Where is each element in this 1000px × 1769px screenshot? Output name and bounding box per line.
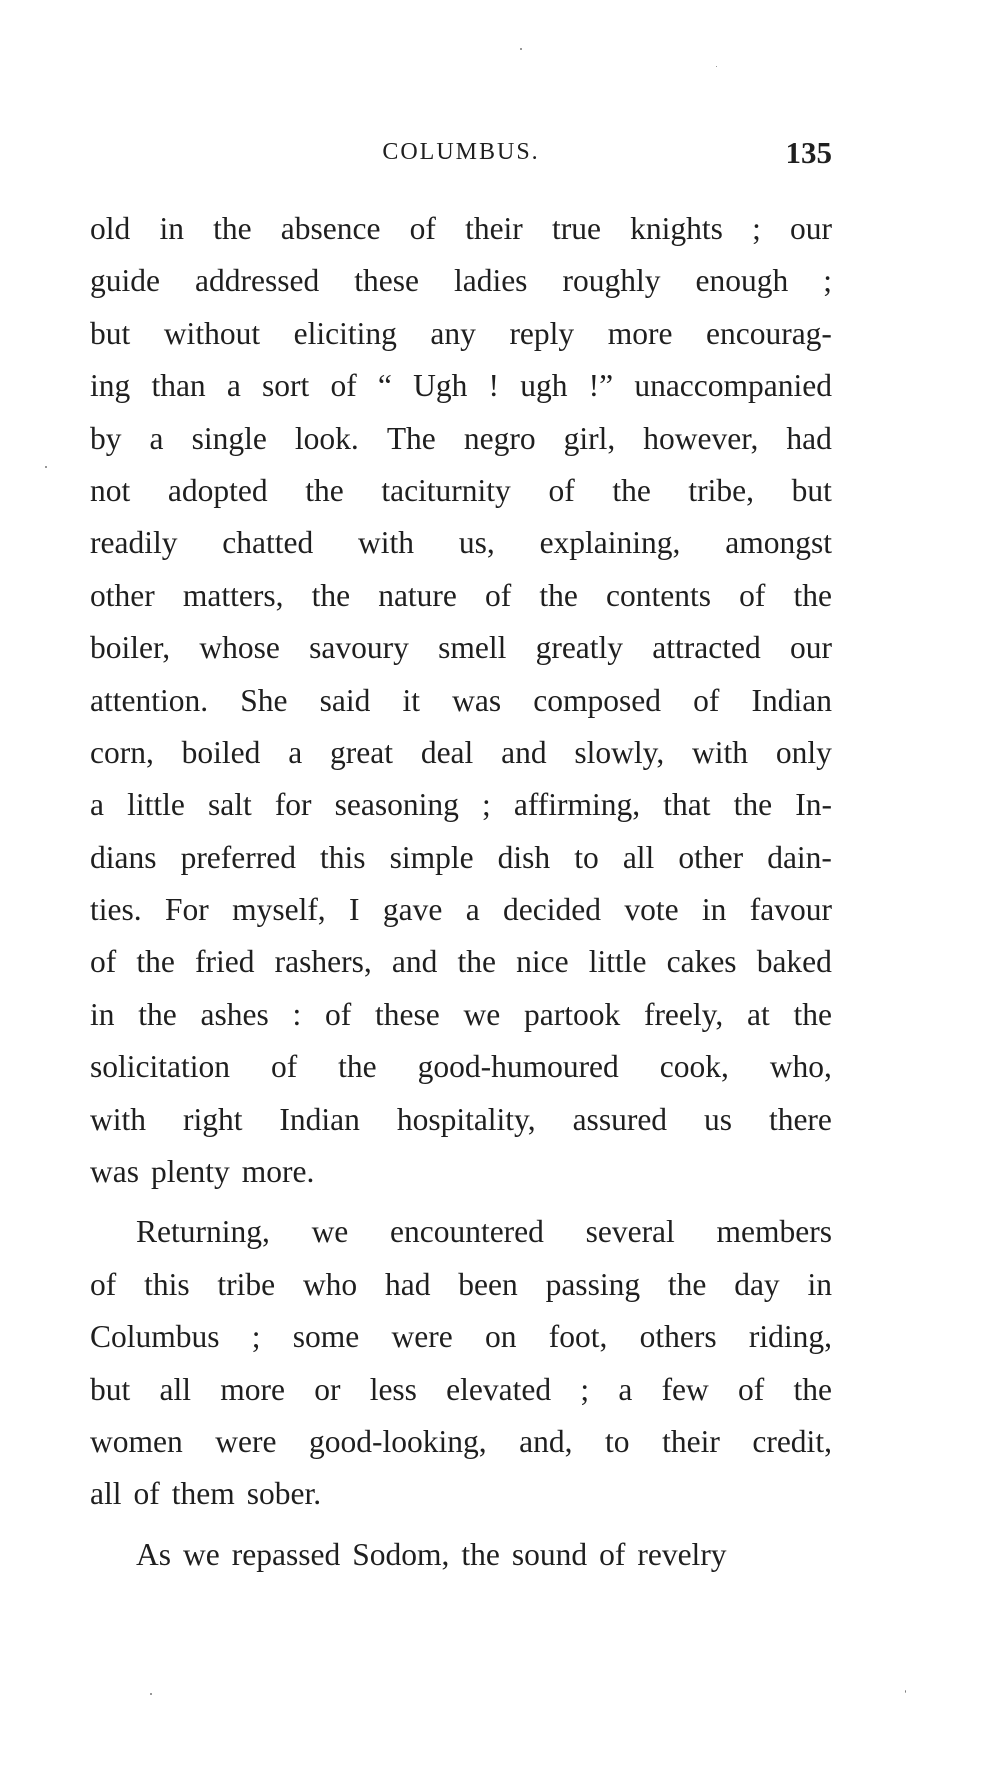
text-line: women were good-looking, and, to their credit, <box>90 1423 832 1459</box>
scan-speck <box>716 66 717 67</box>
scan-speck <box>520 48 522 50</box>
text-line: was plenty more. <box>90 1154 315 1190</box>
text-line: solicitation of the good-humoured cook, who, <box>90 1049 832 1085</box>
text-line: but without eliciting any reply more encourag- <box>90 315 832 351</box>
text-line: by a single look. The negro girl, however, had <box>90 420 832 456</box>
paragraph <box>90 1529 832 1581</box>
scan-speck <box>150 1693 152 1695</box>
text-line: dians preferred this simple dish to all other dain- <box>90 839 832 875</box>
text-line: As we repassed Sodom, the sound of revelry <box>136 1536 727 1572</box>
text-line: attention. She said it was composed of Indian <box>90 682 832 718</box>
text-line: other matters, the nature of the contents of the <box>90 577 832 613</box>
paragraph-gap <box>90 1198 832 1206</box>
text-line: a little salt for seasoning ; affirming, that the In- <box>90 787 832 823</box>
text-line: all of them sober. <box>90 1476 322 1512</box>
scan-speck <box>905 1690 906 1693</box>
paragraph <box>90 203 832 1198</box>
paragraph-gap <box>90 1521 832 1529</box>
text-line: of the fried rashers, and the nice little cakes baked <box>90 944 832 980</box>
text-line: but all more or less elevated ; a few of the <box>90 1371 832 1407</box>
text-line: old in the absence of their true knights ; our <box>90 211 832 246</box>
page-number: 135 <box>785 135 832 170</box>
text-line: ing than a sort of “ Ugh ! ugh !” unaccompanied <box>90 368 832 404</box>
running-head <box>90 135 832 175</box>
text-line: in the ashes : of these we partook freely, at the <box>90 996 832 1032</box>
scan-speck <box>45 466 47 468</box>
text-line: boiler, whose savoury smell greatly attracted our <box>90 630 832 666</box>
text-line: readily chatted with us, explaining, amongst <box>90 525 832 561</box>
text-line: corn, boiled a great deal and slowly, with only <box>90 734 832 770</box>
running-title: COLUMBUS. <box>382 139 540 165</box>
text-line: Columbus ; some were on foot, others riding, <box>90 1319 832 1355</box>
text-line: not adopted the taciturnity of the tribe, but <box>90 472 832 508</box>
body-text <box>90 203 832 1581</box>
text-line: of this tribe who had been passing the day in <box>90 1266 832 1302</box>
text-line: with right Indian hospitality, assured us there <box>90 1101 832 1137</box>
paragraph <box>90 1206 832 1520</box>
text-line: Returning, we encountered several members <box>136 1214 832 1250</box>
text-line: guide addressed these ladies roughly enough ; <box>90 263 832 299</box>
text-line: ties. For myself, I gave a decided vote in favour <box>90 892 832 928</box>
